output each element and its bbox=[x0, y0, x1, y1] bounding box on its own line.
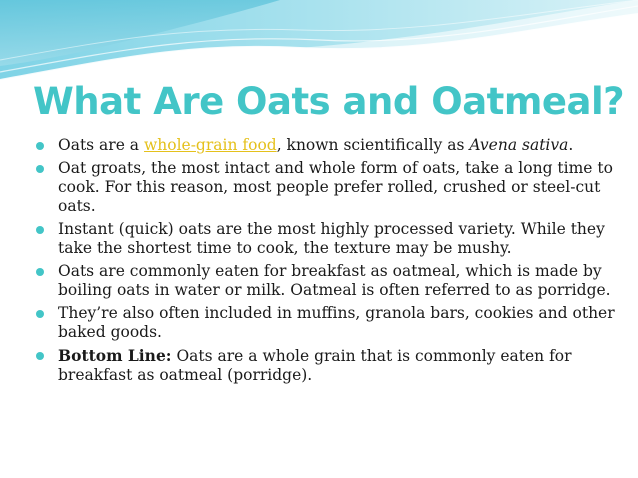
slide-title: What Are Oats and Oatmeal? bbox=[33, 80, 625, 123]
bullet-dot-icon bbox=[36, 268, 44, 276]
bullet-dot-icon bbox=[36, 310, 44, 318]
bullet-dot-icon bbox=[36, 226, 44, 234]
scientific-name: Avena sativa bbox=[469, 136, 569, 154]
bullet-dot-icon bbox=[36, 352, 44, 360]
bullet-dot-icon bbox=[36, 142, 44, 150]
bullet-item: Bottom Line: Oats are a whole grain that is commonly eaten for breakfast as oatmeal (porridge). bbox=[34, 346, 619, 385]
bullet-item: Oats are commonly eaten for breakfast as oatmeal, which is made by boiling oats in water or milk. Oatmeal is often referred to as porridge. bbox=[34, 262, 619, 300]
bullet-item: They’re also often included in muffins, granola bars, cookies and other baked goods. bbox=[34, 304, 619, 342]
bullet-list bbox=[34, 136, 619, 389]
bullet-item: Oats are a whole-grain food, known scientifically as Avena sativa. bbox=[34, 136, 619, 155]
bottom-line-label: Bottom Line: bbox=[58, 346, 172, 365]
bullet-dot-icon bbox=[36, 165, 44, 173]
bullet-item: Oat groats, the most intact and whole form of oats, take a long time to cook. For this reason, most people prefer rolled, crushed or steel-cut oats. bbox=[34, 159, 619, 216]
bullet-item: Instant (quick) oats are the most highly processed variety. While they take the shortest time to cook, the texture may be mushy. bbox=[34, 220, 619, 258]
decorative-wave-banner bbox=[0, 0, 638, 90]
whole-grain-food-link[interactable]: whole-grain food bbox=[143, 136, 277, 154]
